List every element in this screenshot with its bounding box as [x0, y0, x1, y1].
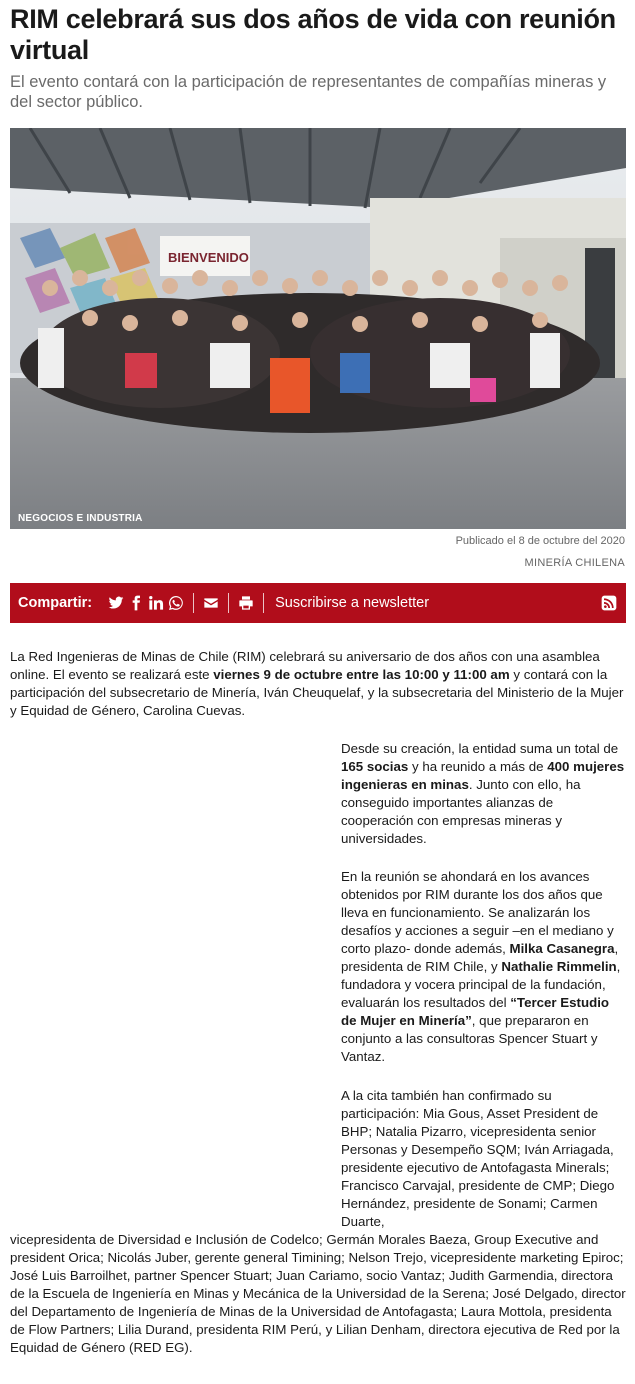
banner-text: BIENVENIDO [168, 250, 249, 265]
body-paragraph-1: La Red Ingenieras de Minas de Chile (RIM) celebrará su aniversario de dos años con una asamblea online. El evento se realizará este viernes 9 de octubre entre las 10:00 y 11:00 am y contará con la participación del subsecretario de Minería, Iván Cheuquelaf, y la subsecretaria del Ministerio de la Mujer y Equidad de Género, Carolina Cuevas. [10, 649, 624, 718]
twitter-icon[interactable] [106, 593, 126, 613]
facebook-icon[interactable] [126, 593, 146, 613]
publish-date: Publicado el 8 de octubre del 2020 [455, 535, 625, 547]
share-bar [10, 583, 626, 623]
share-separator [263, 593, 264, 613]
share-separator [193, 593, 194, 613]
body-paragraph-3: En la reunión se ahondará en los avances obtenidos por RIM durante los dos años que lleva en funcionamiento. Se analizarán los desafíos y acciones a seguir –en el mediano y corto plazo- donde además, Milka Casanegra, presidenta de RIM Chile, y Nathalie Rimmelin, fundadora y vocera principal de la fundación, evaluarán los resultados del “Tercer Estudio de Mujer en Minería”, que prepararon en conjunto a las consultoras Spencer Stuart y Vantaz. [341, 869, 621, 1064]
group-photo-illustration [10, 128, 626, 529]
rss-icon[interactable] [601, 595, 617, 611]
body-paragraph-4-column: A la cita también han confirmado su participación: Mia Gous, Asset President de BHP; Natalia Pizarro, vicepresidenta senior Personas y Desempeño SQM; Iván Arriagada, presidente ejecutivo de Antofagasta Minerals; Francisco Carvajal, presidente de CMP; Diego Hernández, presidente de Sonami; Carmen Duarte, [341, 1088, 615, 1229]
whatsapp-icon[interactable] [166, 593, 186, 613]
article-subtitle: El evento contará con la participación de representantes de compañías mineras y del sector público. [10, 73, 607, 111]
share-label: Compartir: [18, 595, 93, 611]
share-separator [228, 593, 229, 613]
print-icon[interactable] [236, 593, 256, 613]
article-source[interactable]: MINERÍA CHILENA [524, 557, 625, 569]
photo-category-tag[interactable]: NEGOCIOS E INDUSTRIA [18, 513, 143, 524]
email-icon[interactable] [201, 593, 221, 613]
newsletter-link[interactable]: Suscribirse a newsletter [275, 595, 430, 611]
article-title: RIM celebrará sus dos años de vida con reunión virtual [10, 4, 616, 65]
article-photo [10, 128, 626, 529]
linkedin-icon[interactable] [146, 593, 166, 613]
body-paragraph-2: Desde su creación, la entidad suma un total de 165 socias y ha reunido a más de 400 mujeres ingenieras en minas. Junto con ello, ha conseguido importantes alianzas de cooperación con empresas mineras y universidades. [341, 741, 625, 846]
body-paragraph-4-full: vicepresidenta de Diversidad e Inclusión de Codelco; Germán Morales Baeza, Group Executive and president Orica; Nicolás Juber, gerente general Timining; Nelson Trejo, vicepresidente marketing Epiroc; José Luis Barroilhet, partner Spencer Stuart; Juan Cariamo, socio Vantaz; Judith Garmendia, directora de la Escuela de Ingeniería en Minas y Mecánica de la Universidad de la Serena; José Delgado, director del Departamento de Ingeniería de Minas de la Universidad de Antofagasta; Laura Mottola, presidenta de Flow Partners; Lilia Durand, presidenta RIM Perú, y Lilian Denham, directora ejecutiva de Red por la Equidad de Género (RED EG). [10, 1232, 626, 1355]
